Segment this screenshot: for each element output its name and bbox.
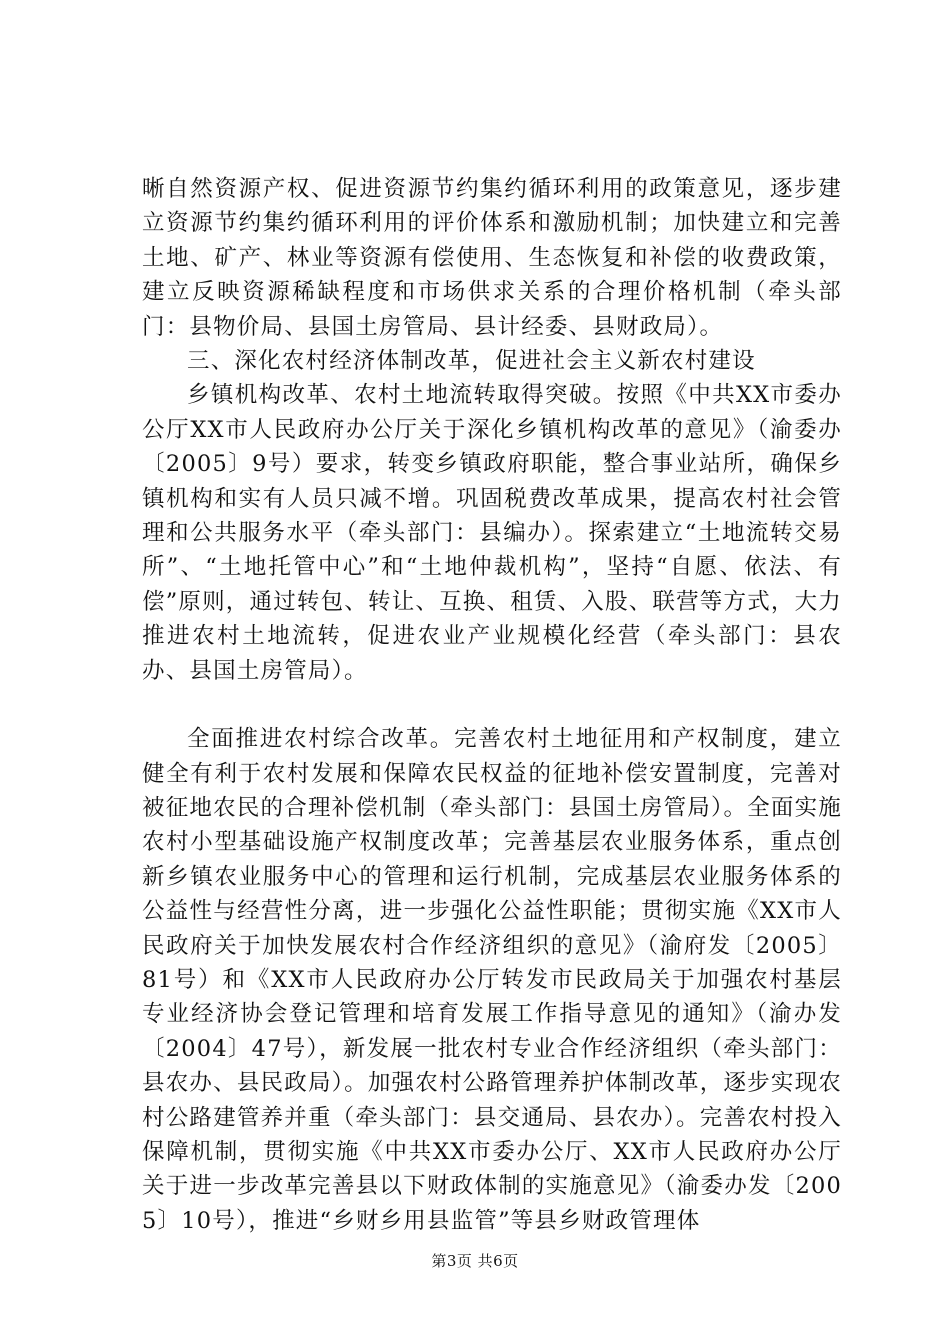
document-body <box>142 172 842 1238</box>
section-heading: 三、深化农村经济体制改革，促进社会主义新农村建设 <box>187 348 756 375</box>
page-footer: 第3页 共6页 <box>431 1252 519 1270</box>
paragraph-continuation: 晰自然资源产权、促进资源节约集约循环利用的政策意见，逐步建立资源节约集约循环利用的评价体系和激励机制；加快建立和完善土地、矿产、林业等资源有偿使用、生态恢复和补偿的收费政策，建立反映资源稀缺程度和市场供求关系的合理价格机制（牵头部门：县物价局、县国土房管局、县计经委、县财政局）。 <box>142 176 842 340</box>
paragraph-township-reform: 乡镇机构改革、农村土地流转取得突破。按照《中共XX市委办公厅XX市人民政府办公厅关于深化乡镇机构改革的意见》（渝委办〔2005〕9号）要求，转变乡镇政府职能，整合事业站所，确保乡镇机构和实有人员只减不增。巩固税费改革成果，提高农村社会管理和公共服务水平（牵头部门：县编办）。探索建立“土地流转交易所”、“土地托管中心”和“土地仲裁机构”，坚持“自愿、依法、有偿”原则，通过转包、转让、互换、租赁、入股、联营等方式，大力推进农村土地流转，促进农业产业规模化经营（牵头部门：县农办、县国土房管局）。 <box>142 382 843 684</box>
paragraph-rural-reform: 全面推进农村综合改革。完善农村土地征用和产权制度，建立健全有利于农村发展和保障农民权益的征地补偿安置制度，完善对被征地农民的合理补偿机制（牵头部门：县国土房管局）。全面实施农村小型基础设施产权制度改革；完善基层农业服务体系，重点创新乡镇农业服务中心的管理和运行机制，完成基层农业服务体系的公益性与经营性分离，进一步强化公益性职能；贯彻实施《XX市人民政府关于加快发展农村合作经济组织的意见》（渝府发〔2005〕81号）和《XX市人民政府办公厅转发市民政局关于加强农村基层专业经济协会登记管理和培育发展工作指导意见的通知》（渝办发〔2004〕47号），新发展一批农村专业合作经济组织（牵头部门：县农办、县民政局）。加强农村公路管理养护体制改革，逐步实现农村公路建管养并重（牵头部门：县交通局、县农办）。完善农村投入保障机制，贯彻实施《中共XX市委办公厅、XX市人民政府办公厅关于进一步改革完善县以下财政体制的实施意见》（渝委办发〔2005〕10号），推进“乡财乡用县监管”等县乡财政管理体 <box>142 726 842 1234</box>
